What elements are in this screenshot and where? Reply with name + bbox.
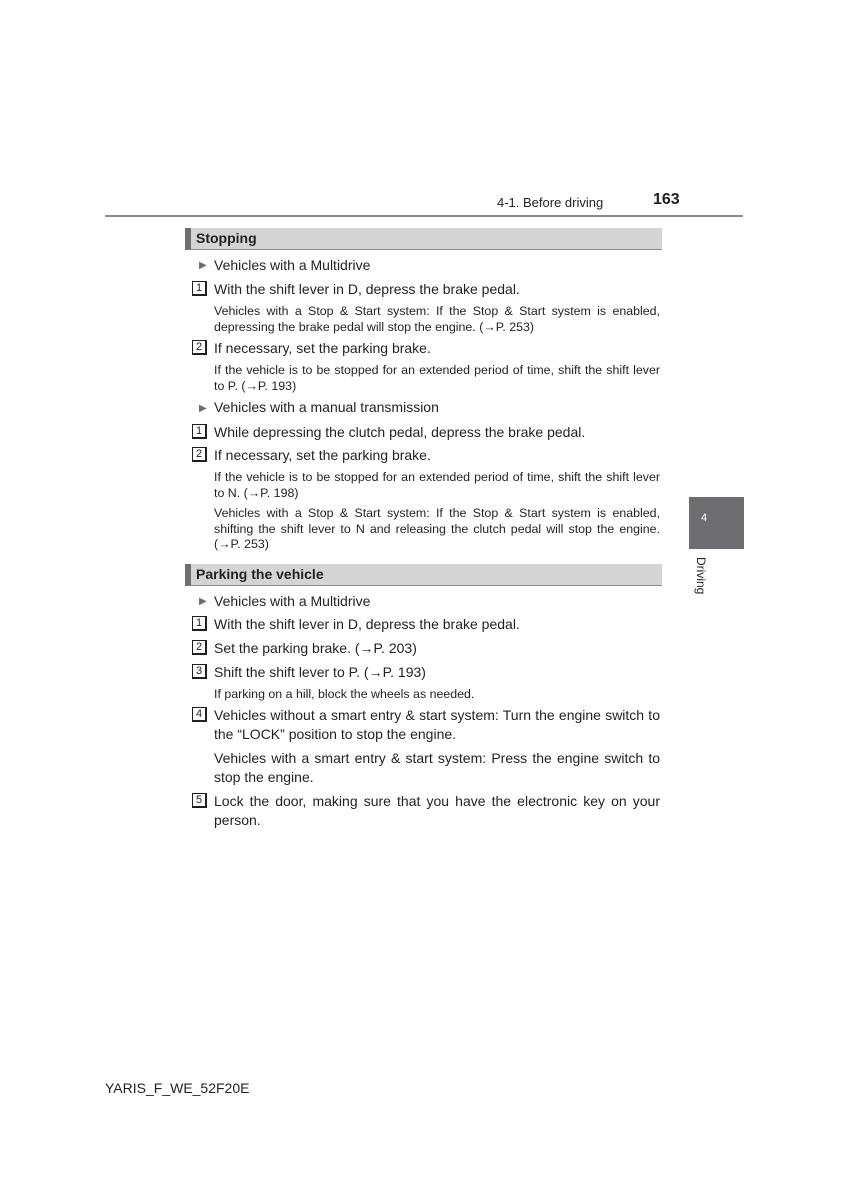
step-number-box: 3	[192, 664, 207, 679]
triangle-bullet-icon: ▶	[199, 596, 207, 607]
step-text: Lock the door, making sure that you have the electronic key on your person.	[214, 793, 660, 828]
step-text: With the shift lever in D, depress the brake pedal.	[214, 616, 520, 632]
step-text: Vehicles without a smart entry & start system: Turn the engine switch to the “LOCK” position to stop the engine.	[214, 707, 660, 742]
step-note: Vehicles with a Stop & Start system: If the Stop & Start system is enabled, depressing the brake pedal will stop the engine. (→P. 253)	[214, 304, 660, 334]
step-text: Set the parking brake. (→P. 203)	[214, 640, 417, 656]
document-code: YARIS_F_WE_52F20E	[105, 1080, 250, 1096]
section-title: Stopping	[196, 230, 257, 246]
step-text: Shift the shift lever to P. (→P. 193)	[214, 664, 426, 680]
step-note: If the vehicle is to be stopped for an extended period of time, shift the shift lever to N. (→P. 198)	[214, 470, 660, 500]
section-header-parking	[185, 564, 662, 586]
page-number: 163	[653, 191, 680, 208]
triangle-bullet-icon: ▶	[199, 403, 207, 414]
section-title: Parking the vehicle	[196, 566, 324, 582]
step-number-box: 5	[192, 793, 207, 808]
step-number-box: 1	[192, 424, 207, 439]
step-number-box: 2	[192, 447, 207, 462]
step-text: While depressing the clutch pedal, depress the brake pedal.	[214, 424, 586, 440]
step-note: If the vehicle is to be stopped for an extended period of time, shift the shift lever to P. (→P. 193)	[214, 363, 660, 393]
step-text-continued: Vehicles with a smart entry & start system: Press the engine switch to stop the engine.	[214, 750, 660, 785]
chapter-tab	[689, 497, 744, 549]
step-note: If parking on a hill, block the wheels as needed.	[214, 687, 475, 701]
step-number-box: 4	[192, 707, 207, 722]
step-text: If necessary, set the parking brake.	[214, 447, 431, 463]
header-section-title: 4-1. Before driving	[497, 195, 604, 210]
step-text: With the shift lever in D, depress the brake pedal.	[214, 281, 520, 297]
step-number-box: 2	[192, 340, 207, 355]
section-header-stopping	[185, 228, 662, 250]
triangle-bullet-icon: ▶	[199, 260, 207, 271]
step-text: If necessary, set the parking brake.	[214, 340, 431, 356]
chapter-number: 4	[701, 512, 708, 524]
header-divider	[105, 215, 743, 217]
subheading-multidrive: Vehicles with a Multidrive	[214, 593, 371, 609]
subheading-multidrive: Vehicles with a Multidrive	[214, 257, 371, 273]
step-number-box: 1	[192, 281, 207, 296]
chapter-label: Driving	[694, 557, 708, 595]
subheading-manual: Vehicles with a manual transmission	[214, 399, 439, 415]
step-note: Vehicles with a Stop & Start system: If the Stop & Start system is enabled, shifting the shift lever to N and releasing the clutch pedal will stop the engine. (→P. 253)	[214, 506, 660, 551]
step-number-box: 1	[192, 616, 207, 631]
step-number-box: 2	[192, 640, 207, 655]
